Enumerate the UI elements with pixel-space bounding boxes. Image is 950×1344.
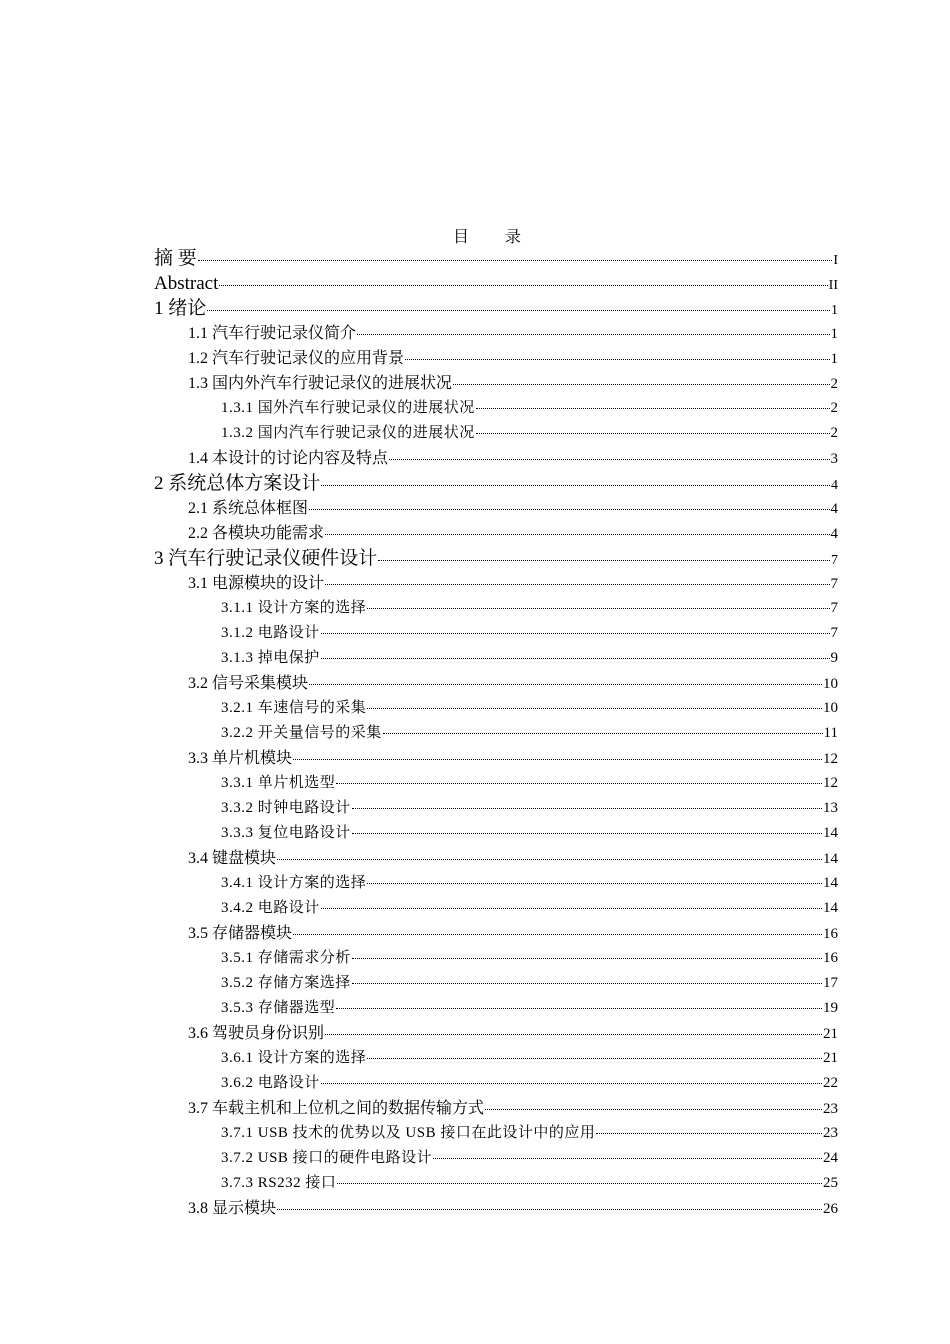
toc-entry-label: 2 系统总体方案设计: [154, 473, 321, 494]
toc-entry[interactable]: [154, 571, 838, 596]
toc-entry-label: 1.3.2 国内汽车行驶记录仪的进展状况: [221, 425, 475, 441]
dot-leader: [293, 934, 822, 935]
dot-leader: [476, 408, 830, 409]
dot-leader: [357, 334, 829, 335]
toc-entry[interactable]: [154, 746, 838, 771]
toc-entry-page-number: 17: [823, 975, 838, 991]
toc-entry-label: 3.7 车载主机和上位机之间的数据传输方式: [188, 1100, 485, 1117]
dot-leader: [309, 684, 822, 685]
dot-leader: [325, 1034, 822, 1035]
toc-entry-page-number: 1: [830, 351, 838, 367]
dot-leader: [321, 1083, 822, 1084]
toc-entry-label: 3.7.2 USB 接口的硬件电路设计: [221, 1150, 433, 1166]
toc-entry-page-number: 23: [823, 1125, 838, 1141]
toc-entry-label: 3.3 单片机模块: [188, 750, 293, 767]
toc-entry[interactable]: [154, 1196, 838, 1221]
toc-entry-page-number: 14: [823, 875, 838, 891]
toc-entry[interactable]: [154, 946, 838, 971]
dot-leader: [321, 658, 830, 659]
dot-leader: [352, 958, 822, 959]
toc-entry-page-number: 11: [823, 725, 838, 741]
toc-entry-label: 3.6 驾驶员身份识别: [188, 1025, 325, 1042]
toc-entry-page-number: 4: [831, 478, 838, 493]
toc-entry-label: 3.7.3 RS232 接口: [221, 1175, 337, 1191]
dot-leader: [367, 608, 829, 609]
dot-leader: [352, 808, 822, 809]
toc-entry-page-number: 23: [823, 1101, 838, 1117]
toc-entry[interactable]: [154, 1171, 838, 1196]
toc-entry-page-number: 4: [830, 501, 838, 517]
toc-entry-page-number: 7: [830, 576, 838, 592]
toc-entry-page-number: 7: [831, 553, 838, 568]
toc-entry[interactable]: [154, 796, 838, 821]
dot-leader: [325, 534, 829, 535]
toc-entry[interactable]: [154, 846, 838, 871]
toc-entry-label: 1 绪论: [154, 298, 207, 319]
dot-leader: [367, 1058, 822, 1059]
toc-entry[interactable]: [154, 321, 838, 346]
toc-entry-page-number: 2: [830, 400, 838, 416]
toc-entry-label: 3.6.1 设计方案的选择: [221, 1050, 367, 1066]
toc-title: 目 录: [452, 229, 537, 246]
toc-entry-page-number: 12: [823, 751, 838, 767]
dot-leader: [336, 783, 822, 784]
toc-entry[interactable]: [154, 296, 838, 321]
toc-entry[interactable]: [154, 246, 838, 271]
toc-entry-page-number: 13: [823, 800, 838, 816]
toc-entry-label: 3.8 显示模块: [188, 1200, 277, 1217]
toc-entry[interactable]: [154, 496, 838, 521]
toc-entry-page-number: 26: [823, 1201, 838, 1217]
dot-leader: [485, 1109, 822, 1110]
toc-entry-label: 3.1.1 设计方案的选择: [221, 600, 367, 616]
toc-entry[interactable]: [154, 971, 838, 996]
toc-entry-label: 1.3.1 国外汽车行驶记录仪的进展状况: [221, 400, 475, 416]
dot-leader: [198, 260, 833, 261]
toc-entry-page-number: 3: [830, 451, 838, 467]
toc-entry[interactable]: [154, 771, 838, 796]
dot-leader: [352, 983, 822, 984]
toc-entry[interactable]: [154, 546, 838, 571]
toc-entry[interactable]: [154, 596, 838, 621]
toc-entry-page-number: 2: [830, 425, 838, 441]
table-of-contents: [154, 246, 838, 1221]
toc-entry[interactable]: [154, 371, 838, 396]
toc-entry[interactable]: [154, 271, 838, 296]
toc-entry-page-number: 21: [823, 1026, 838, 1042]
toc-entry-label: 1.1 汽车行驶记录仪简介: [188, 325, 357, 342]
toc-entry[interactable]: [154, 821, 838, 846]
toc-entry-page-number: 22: [823, 1075, 838, 1091]
toc-entry-page-number: II: [828, 278, 838, 293]
dot-leader: [389, 459, 829, 460]
toc-entry-page-number: 2: [830, 376, 838, 392]
toc-entry-label: 2.2 各模块功能需求: [188, 525, 325, 542]
toc-entry[interactable]: [154, 1146, 838, 1171]
toc-entry[interactable]: [154, 1046, 838, 1071]
dot-leader: [596, 1133, 822, 1134]
dot-leader: [453, 384, 829, 385]
toc-entry-page-number: 7: [830, 625, 838, 641]
dot-leader: [383, 733, 823, 734]
toc-entry[interactable]: [154, 871, 838, 896]
toc-entry-label: 2.1 系统总体框图: [188, 500, 309, 517]
toc-entry-label: 3.1.2 电路设计: [221, 625, 320, 641]
toc-entry-page-number: 19: [823, 1000, 838, 1016]
toc-entry-page-number: 14: [823, 851, 838, 867]
toc-entry-page-number: 24: [823, 1150, 838, 1166]
toc-entry-page-number: 1: [831, 303, 838, 318]
dot-leader: [219, 285, 827, 286]
toc-entry[interactable]: [154, 346, 838, 371]
toc-entry-page-number: 12: [823, 775, 838, 791]
dot-leader: [405, 359, 829, 360]
toc-entry-label: 3 汽车行驶记录仪硬件设计: [154, 548, 378, 569]
toc-entry[interactable]: [154, 621, 838, 646]
toc-entry-label: 1.3 国内外汽车行驶记录仪的进展状况: [188, 375, 453, 392]
toc-entry[interactable]: [154, 646, 838, 671]
toc-entry[interactable]: [154, 696, 838, 721]
toc-entry-label: 3.5.2 存储方案选择: [221, 975, 351, 991]
toc-entry-label: 3.1.3 掉电保护: [221, 650, 320, 666]
toc-entry-label: 1.2 汽车行驶记录仪的应用背景: [188, 350, 405, 367]
toc-entry-label: 3.1 电源模块的设计: [188, 575, 325, 592]
toc-entry-label: 3.5.1 存储需求分析: [221, 950, 351, 966]
toc-entry-page-number: 10: [823, 676, 838, 692]
toc-entry-page-number: 16: [823, 950, 838, 966]
dot-leader: [321, 908, 822, 909]
toc-entry-label: 3.4.1 设计方案的选择: [221, 875, 367, 891]
toc-entry-label: 3.3.3 复位电路设计: [221, 825, 351, 841]
toc-entry-page-number: 14: [823, 900, 838, 916]
toc-entry-label: 3.3.1 单片机选型: [221, 775, 336, 791]
dot-leader: [207, 310, 830, 311]
toc-entry-page-number: 1: [830, 326, 838, 342]
toc-entry-page-number: 10: [823, 700, 838, 716]
dot-leader: [325, 584, 829, 585]
toc-entry[interactable]: [154, 896, 838, 921]
toc-entry[interactable]: [154, 421, 838, 446]
toc-entry-page-number: 25: [823, 1175, 838, 1191]
toc-entry-label: Abstract: [154, 273, 219, 294]
dot-leader: [476, 433, 830, 434]
toc-entry[interactable]: [154, 1096, 838, 1121]
toc-entry[interactable]: [154, 1071, 838, 1096]
toc-entry[interactable]: [154, 996, 838, 1021]
toc-entry-label: 3.2.2 开关量信号的采集: [221, 725, 382, 741]
toc-entry[interactable]: [154, 921, 838, 946]
toc-entry-page-number: I: [833, 253, 838, 268]
toc-entry-label: 3.7.1 USB 技术的优势以及 USB 接口在此设计中的应用: [221, 1125, 596, 1141]
dot-leader: [337, 1183, 822, 1184]
dot-leader: [277, 1209, 822, 1210]
toc-entry-page-number: 7: [830, 600, 838, 616]
dot-leader: [367, 708, 822, 709]
toc-entry[interactable]: [154, 521, 838, 546]
dot-leader: [336, 1008, 822, 1009]
toc-entry-label: 3.4.2 电路设计: [221, 900, 320, 916]
dot-leader: [352, 833, 822, 834]
toc-entry-label: 3.6.2 电路设计: [221, 1075, 320, 1091]
toc-entry-label: 1.4 本设计的讨论内容及特点: [188, 450, 389, 467]
dot-leader: [293, 759, 822, 760]
dot-leader: [433, 1158, 822, 1159]
toc-entry-label: 3.3.2 时钟电路设计: [221, 800, 351, 816]
toc-entry-label: 3.5 存储器模块: [188, 925, 293, 942]
toc-entry[interactable]: [154, 671, 838, 696]
dot-leader: [309, 509, 829, 510]
toc-entry-label: 摘 要: [154, 248, 197, 269]
toc-entry-label: 3.5.3 存储器选型: [221, 1000, 336, 1016]
toc-entry[interactable]: [154, 471, 838, 496]
toc-entry-label: 3.4 键盘模块: [188, 850, 277, 867]
toc-entry-label: 3.2.1 车速信号的采集: [221, 700, 367, 716]
toc-entry[interactable]: [154, 396, 838, 421]
dot-leader: [277, 859, 822, 860]
toc-entry[interactable]: [154, 446, 838, 471]
dot-leader: [378, 560, 830, 561]
dot-leader: [367, 883, 822, 884]
toc-entry-page-number: 21: [823, 1050, 838, 1066]
toc-entry-page-number: 4: [830, 526, 838, 542]
toc-entry-page-number: 14: [823, 825, 838, 841]
dot-leader: [321, 485, 830, 486]
toc-entry[interactable]: [154, 721, 838, 746]
toc-entry-label: 3.2 信号采集模块: [188, 675, 309, 692]
toc-entry[interactable]: [154, 1021, 838, 1046]
dot-leader: [321, 633, 830, 634]
toc-entry-page-number: 16: [823, 926, 838, 942]
toc-entry[interactable]: [154, 1121, 838, 1146]
toc-entry-page-number: 9: [830, 650, 838, 666]
